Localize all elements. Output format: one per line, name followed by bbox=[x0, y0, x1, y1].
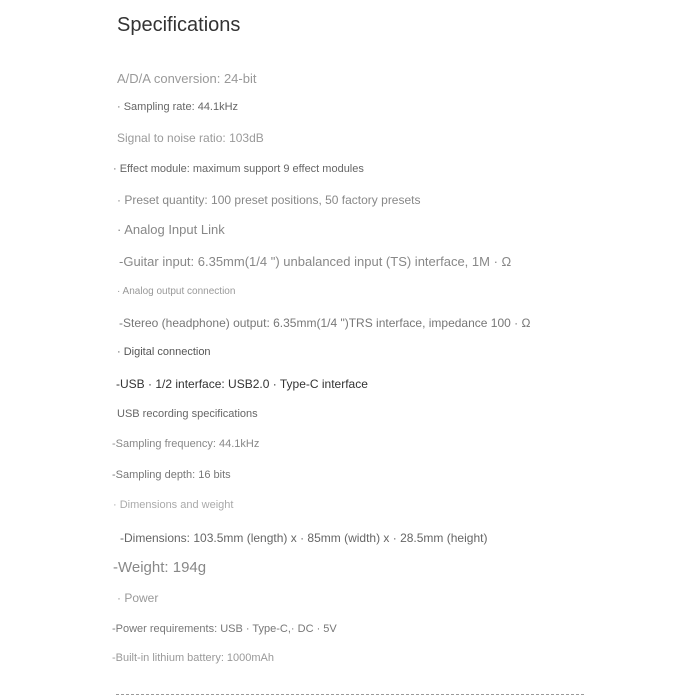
spec-analog-output-header: · Analog output connection bbox=[117, 286, 236, 297]
spec-analog-input-header: · Analog Input Link bbox=[117, 222, 225, 237]
spec-guitar-input: -Guitar input: 6.35mm(1/4 ") unbalanced input (TS) interface, 1M · Ω bbox=[119, 254, 512, 269]
dashed-divider bbox=[116, 694, 584, 695]
spec-sampling-depth: -Sampling depth: 16 bits bbox=[112, 469, 231, 481]
spec-dimensions: -Dimensions: 103.5mm (length) x · 85mm (width) x · 28.5mm (height) bbox=[120, 531, 488, 545]
spec-preset-quantity: · Preset quantity: 100 preset positions, 50 factory presets bbox=[117, 193, 421, 207]
spec-snr: Signal to noise ratio: 103dB bbox=[117, 131, 264, 145]
spec-effect-module: · Effect module: maximum support 9 effect modules bbox=[113, 163, 364, 175]
spec-sampling-rate: · Sampling rate: 44.1kHz bbox=[117, 101, 239, 113]
spec-digital-connection-header: · Digital connection bbox=[117, 346, 211, 358]
spec-usb-interface: -USB · 1/2 interface: USB2.0 · Type-C interface bbox=[116, 377, 368, 391]
spec-stereo-output: -Stereo (headphone) output: 6.35mm(1/4 ")TRS interface, impedance 100 · Ω bbox=[119, 316, 531, 330]
spec-dimensions-weight-header: · Dimensions and weight bbox=[113, 499, 234, 511]
page-title: Specifications bbox=[117, 14, 241, 36]
spec-weight: -Weight: 194g bbox=[113, 559, 207, 576]
spec-sampling-frequency: -Sampling frequency: 44.1kHz bbox=[112, 438, 260, 450]
spec-ada-conversion: A/D/A conversion: 24-bit bbox=[117, 71, 257, 86]
spec-battery: -Built-in lithium battery: 1000mAh bbox=[112, 652, 275, 664]
spec-power-requirements: -Power requirements: USB · Type-C,· DC · 5V bbox=[112, 623, 337, 635]
spec-power-header: · Power bbox=[117, 591, 159, 605]
spec-usb-recording-header: USB recording specifications bbox=[117, 408, 258, 420]
